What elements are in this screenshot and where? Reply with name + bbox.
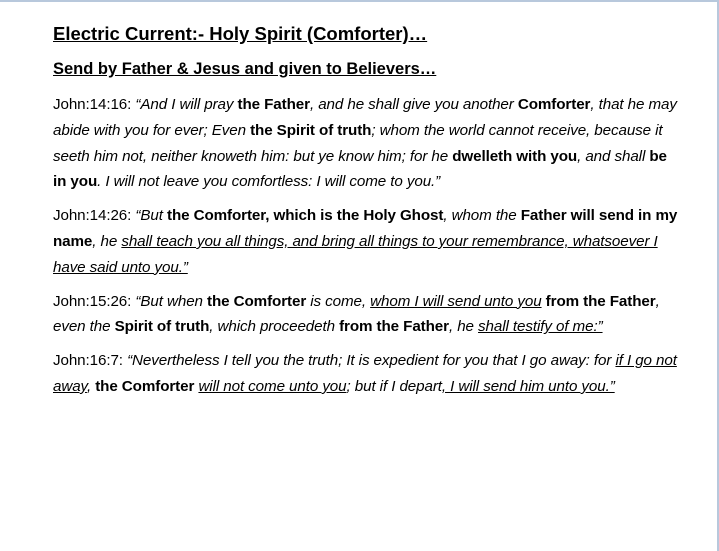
verse-emphasis: the Father — [237, 96, 310, 113]
verse-john-16-7 — [53, 348, 678, 400]
verse-john-15-26 — [53, 289, 678, 341]
verse-text: “Nevertheless I tell you the truth; It is expedient for you that I go away: for — [127, 352, 616, 370]
verse-text: “But when — [135, 292, 208, 310]
verse-emphasis: the Comforter — [207, 292, 307, 310]
verse-text: , and he shall give you another — [309, 96, 518, 113]
verse-text: “But — [135, 207, 167, 225]
verse-text: , — [86, 377, 96, 395]
verse-emphasis: Father will send in my name — [53, 207, 678, 250]
verse-text: , he — [448, 318, 479, 336]
verse-text: , that he may abide with you for ever; Even — [53, 96, 677, 139]
window-frame-top-edge — [0, 0, 719, 2]
verse-emphasis: be in you — [53, 147, 667, 191]
verse-underlined-text: if I go not away — [53, 352, 677, 395]
verse-underlined-text: will not come unto you — [198, 377, 347, 395]
verse-underlined-text: shall testify of me:” — [478, 318, 603, 336]
verse-text: ; but if I depart — [346, 377, 442, 395]
verse-text: . I will not leave you comfortless: I will come to you.” — [97, 173, 441, 191]
verse-text: “And I will pray — [135, 96, 238, 113]
verse-john-14-26 — [53, 203, 678, 280]
verse-emphasis: from the Father — [339, 318, 449, 336]
slide-content — [53, 22, 678, 408]
slide-subtitle: Send by Father & Jesus and given to Believers… — [53, 60, 437, 78]
verse-reference: John:14:26: — [53, 207, 136, 225]
verse-emphasis: Spirit of truth — [114, 318, 210, 336]
verse-reference: John:15:26: — [53, 292, 136, 310]
verse-emphasis: dwelleth with you — [452, 147, 578, 165]
verse-text: , and shall — [577, 147, 650, 165]
verse-text: ; whom the world cannot receive, because it seeth him not, neither knoweth him: but ye know him; for he — [53, 121, 663, 165]
verse-underlined-text: , I will send him unto you.” — [441, 377, 615, 395]
verse-underlined-text: whom I will send unto you — [370, 292, 542, 310]
verse-emphasis: the Comforter — [95, 377, 195, 395]
slide-title: Electric Current:- Holy Spirit (Comforter)… — [53, 23, 428, 44]
verse-emphasis: the Spirit of truth — [250, 121, 372, 139]
verse-text: , whom the — [443, 207, 521, 225]
verse-text: , even the — [53, 292, 660, 336]
verse-emphasis: from the Father — [545, 292, 656, 310]
verse-text: , he — [92, 232, 122, 250]
verse-john-14-16 — [53, 92, 678, 195]
verse-underlined-text: shall teach you all things, and bring all things to your remembrance, whatsoever I have said unto you.” — [53, 232, 658, 276]
verse-reference: John:14:16: — [53, 96, 136, 113]
verse-emphasis: the Comforter, which is the Holy Ghost — [166, 207, 444, 225]
verse-reference: John:16:7: — [53, 352, 128, 370]
verse-text: is come, — [306, 292, 371, 310]
verse-text: , which proceedeth — [209, 318, 340, 336]
verse-emphasis: Comforter — [517, 96, 591, 113]
